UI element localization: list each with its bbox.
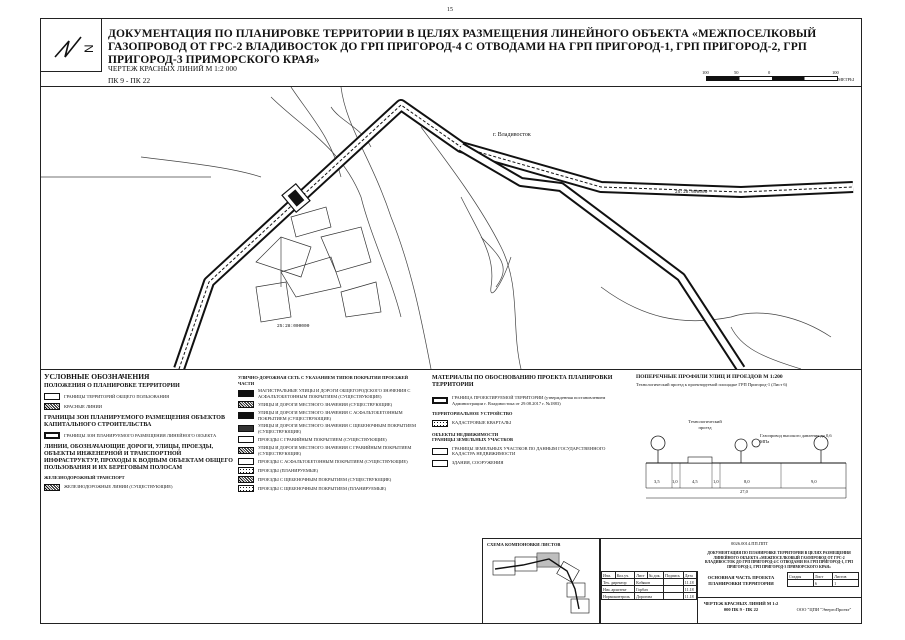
- stamp-role: Нач. архитект: [602, 586, 635, 593]
- legend-item: [238, 458, 418, 465]
- stamp-stage-val: 6: [813, 580, 832, 587]
- road-type-swatch: [238, 447, 254, 454]
- road-type-swatch: [238, 436, 254, 443]
- profile-width: 8,0: [744, 479, 750, 484]
- legend-section: ОБЪЕКТЫ НЕДВИЖИМОСТИ: [432, 431, 499, 437]
- building-swatch: [432, 460, 448, 467]
- document-title: ДОКУМЕНТАЦИЯ ПО ПЛАНИРОВКЕ ТЕРРИТОРИИ В ЦЕЛЯХ РАЗМЕЩЕНИЯ ЛИНЕЙНОГО ОБЪЕКТА «МЕЖПОСЕЛКОВЫЙ ГАЗОПРОВОД ОТ ГРС-2 ВЛАДИВОСТОК ДО ГРП ПРИГОРОД-4 С ОТВОДАМИ НА ГРП ПРИГОРОД-1, ГРП ПРИГОРОД-2, ГРП ПРИГОРОД-3 ПРИМОРСКОГО КРАЯ»: [108, 28, 817, 66]
- map-area: [40, 86, 862, 370]
- north-arrow-icon: [41, 19, 99, 69]
- zone-swatch: [44, 432, 60, 439]
- legend-item: КАДАСТРОВЫЕ КВАРТАЛЫ: [432, 420, 627, 427]
- profile-width: 4,5: [692, 479, 698, 484]
- profile-total: 27,0: [740, 489, 748, 494]
- legend-section: ТЕРРИТОРИАЛЬНОЕ УСТРОЙСТВО: [432, 411, 513, 416]
- scale-tick: 100: [832, 70, 839, 75]
- scale-unit: МЕТРЫ: [838, 77, 854, 82]
- stamp-stage-val: [788, 580, 814, 587]
- stamp-stage-table: [787, 572, 859, 587]
- legend-item-label: ПРОЕЗДЫ (ПЛАНИРУЕМЫЕ): [258, 467, 319, 473]
- parcel-label: 25:28:000000: [675, 190, 708, 195]
- stamp-col: Дата: [683, 572, 696, 579]
- stamp-doc-title: ДОКУМЕНТАЦИЯ ПО ПЛАНИРОВКЕ ТЕРРИТОРИИ В ЦЕЛЯХ РАЗМЕЩЕНИЯ ЛИНЕЙНОГО ОБЪЕКТА «МЕЖПОСЕЛКОВЫЙ ГАЗОПРОВОД ОТ ГРС-2 ВЛАДИВОСТОК ДО ГРП ПРИГОРОД-4 С ОТВОДАМИ НА ГРП ПРИГОРОД-1, ГРП ПРИГОРОД-2, ГРП ПРИГОРОД-3 ПРИМОРСКОГО КРАЯ»: [705, 551, 853, 569]
- legend-item-label: МАГИСТРАЛЬНЫЕ УЛИЦЫ И ДОРОГИ ОБЩЕГОРОДСКОГО ЗНАЧЕНИЯ С АСФАЛЬТОБЕТОННЫМ ПОКРЫТИЕМ (СУЩЕСТВУЮЩИЕ): [258, 388, 411, 399]
- stamp-sign: [664, 586, 684, 593]
- public-boundary-swatch: [44, 393, 60, 400]
- road-type-swatch: [238, 476, 254, 483]
- stamp-col: Подпись: [664, 572, 684, 579]
- legend-item-label: УЛИЦЫ И ДОРОГИ МЕСТНОГО ЗНАЧЕНИЯ (СУЩЕСТВУЮЩИЕ): [258, 401, 393, 407]
- profile-width: 1,0: [672, 479, 678, 484]
- red-lines-map: [41, 87, 861, 369]
- legend-title: УСЛОВНЫЕ ОБОЗНАЧЕНИЯ: [44, 372, 150, 381]
- legend-item: ГРАНИЦА ПРОЕКТИРУЕМОЙ ТЕРРИТОРИИ (утвержденная постановлением Администрации г. Владивостока от 29.08.2017 г. №1883): [432, 395, 627, 406]
- legend-section: ГРАНИЦЫ ЗОН ПЛАНИРУЕМОГО РАЗМЕЩЕНИЯ ОБЪЕКТОВ КАПИТАЛЬНОГО СТРОИТЕЛЬСТВА: [44, 415, 225, 428]
- railway-swatch: [44, 484, 60, 491]
- road-type-swatch: [238, 425, 254, 432]
- stamp-person: Дорогова: [635, 593, 664, 600]
- legend-item: КРАСНЫЕ ЛИНИИ: [44, 403, 234, 410]
- stamp-person: Кобяков: [635, 579, 664, 586]
- city-label: г. Владивосток: [493, 132, 531, 138]
- page-number: 15: [447, 7, 453, 13]
- stamp-stage-hdr: Стадия: [788, 573, 814, 580]
- stamp-role: Нормоконтроль: [602, 593, 635, 600]
- stamp-date: 11.18: [683, 579, 696, 586]
- stamp-sign: [664, 579, 684, 586]
- legend-item: ЗДАНИЯ, СООРУЖЕНИЯ: [432, 460, 627, 467]
- legend-item: [238, 401, 418, 408]
- profile-width: 3,5: [654, 479, 660, 484]
- profile-drawing: [636, 403, 856, 513]
- stamp-code: 0026.0014.ПП.ППТ: [731, 541, 769, 546]
- stamp-col: Изм.: [602, 572, 616, 579]
- stamp-stage-hdr: Листов: [833, 573, 859, 580]
- stamp-date: 11.18: [683, 586, 696, 593]
- legend-item-label: ПРОЕЗДЫ С АСФАЛЬТОБЕТОННЫМ ПОКРЫТИЕМ (СУЩЕСТВУЮЩИЕ): [258, 458, 408, 464]
- legend-section: ЖЕЛЕЗНОДОРОЖНЫЙ ТРАНСПОРТ: [44, 475, 125, 480]
- parcel-label: 25:28:000000: [277, 324, 310, 329]
- stamp-col: № док.: [647, 572, 663, 579]
- legend-section: ЛИНИИ, ОБОЗНАЧАЮЩИЕ ДОРОГИ, УЛИЦЫ, ПРОЕЗДЫ, ОБЪЕКТЫ ИНЖЕНЕРНОЙ И ТРАНСПОРТНОЙ ИНФРАСТРУКТУР, ПРОХОДЫ К ВОДНЫМ ОБЪЕКТАМ ОБЩЕГО ПОЛЬЗОВАНИЯ И ИХ БЕРЕГОВЫМ ПОЛОСАМ: [44, 444, 233, 471]
- stamp-sign: [664, 593, 684, 600]
- legend-item-label: УЛИЦЫ И ДОРОГИ МЕСТНОГО ЗНАЧЕНИЯ С АСФАЛЬТОБЕТОННЫМ ПОКРЫТИЕМ (СУЩЕСТВУЮЩИЕ): [258, 410, 403, 421]
- legend-title: УЛИЧНО-ДОРОЖНАЯ СЕТЬ С УКАЗАНИЕМ ТИПОВ ПОКРЫТИЯ ПРОЕЗЖЕЙ ЧАСТИ: [238, 375, 409, 386]
- legend-item-label: ПРОЕЗДЫ С ЩЕБЕНОЧНЫМ ПОКРЫТИЕМ (СУЩЕСТВУЮЩИЕ): [258, 476, 392, 482]
- profile-width: 1,0: [713, 479, 719, 484]
- legend-col2: [238, 375, 418, 492]
- north-arrow-box: [40, 18, 102, 72]
- land-plot-swatch: [432, 448, 448, 455]
- legend-item-label: УЛИЦЫ И ДОРОГИ МЕСТНОГО ЗНАЧЕНИЯ С ГРАВИЙНЫМ ПОКРЫТИЕМ (СУЩЕСТВУЮЩИЕ): [258, 445, 412, 456]
- legend-item: [238, 423, 418, 434]
- red-line-swatch: [44, 403, 60, 410]
- legend-item: ГРАНИЦЫ ТЕРРИТОРИЙ ОБЩЕГО ПОЛЬЗОВАНИЯ: [44, 393, 234, 400]
- scale-bar: [702, 70, 854, 84]
- legend-col3: [432, 375, 627, 467]
- scale-tick: 50: [734, 70, 739, 75]
- stamp-org: ООО "ЦПИ "ЭнергоПроект": [796, 607, 852, 612]
- legend-item: ГРАНИЦЫ ЗЕМЕЛЬНЫХ УЧАСТКОВ ПО ДАННЫМ ГОСУДАРСТВЕННОГО КАДАСТРА НЕДВИЖИМОСТИ: [432, 446, 627, 457]
- scale-tick: 0: [768, 70, 771, 75]
- stamp-col: Лист: [635, 572, 648, 579]
- cadastral-swatch: [432, 420, 448, 427]
- inset-scheme: [483, 539, 599, 623]
- svg-text:N: N: [82, 44, 96, 53]
- road-type-swatch: [238, 485, 254, 492]
- stamp-date: 11.18: [683, 593, 696, 600]
- road-type-swatch: [238, 412, 254, 419]
- road-type-swatch: [238, 390, 254, 397]
- profile-label-road: Технологический проезд: [688, 419, 722, 430]
- stamp-drawing-name: ЧЕРТЕЖ КРАСНЫХ ЛИНИЙ М 1:2 000 ПК 9 - ПК 22: [703, 601, 779, 612]
- legend-title: МАТЕРИАЛЫ ПО ОБОСНОВАНИЮ ПРОЕКТА ПЛАНИРОВКИ ТЕРРИТОРИИ: [432, 375, 613, 388]
- legend-item: [238, 436, 418, 443]
- legend-section: ПОЛОЖЕНИЯ О ПЛАНИРОВКЕ ТЕРРИТОРИИ: [44, 383, 180, 389]
- legend-col1: [44, 372, 234, 491]
- cross-profile: [636, 375, 856, 515]
- stamp-col: Кол.уч.: [615, 572, 634, 579]
- drawing-subtitle: ЧЕРТЕЖ КРАСНЫХ ЛИНИЙ М 1:2 000: [108, 64, 237, 73]
- profile-label-gas: Газопровод высокого давления до 0,6 МПа: [760, 433, 832, 444]
- legend-item: [238, 410, 418, 421]
- legend-item: [238, 388, 418, 399]
- stamp-role: Тех. директор: [602, 579, 635, 586]
- road-type-swatch: [238, 467, 254, 474]
- project-boundary-swatch: [432, 397, 448, 404]
- profile-subtitle: Технологический проезд к проектируемой площадке ГРП Пригород-1 (Лист 6): [636, 381, 788, 387]
- pk-range: ПК 9 - ПК 22: [108, 76, 151, 85]
- stamp-stage-val: 1: [833, 580, 859, 587]
- profile-width: 9,0: [811, 479, 817, 484]
- legend-item: ГРАНИЦЫ ЗОН ПЛАНИРУЕМОГО РАЗМЕЩЕНИЯ ЛИНЕЙНОГО ОБЪЕКТА: [44, 432, 234, 439]
- legend-item: ЖЕЛЕЗНОДОРОЖНЫЕ ЛИНИИ (СУЩЕСТВУЮЩИЕ): [44, 484, 234, 491]
- legend-item-label: УЛИЦЫ И ДОРОГИ МЕСТНОГО ЗНАЧЕНИЯ С ЩЕБЕНОЧНЫМ ПОКРЫТИЕМ (СУЩЕСТВУЮЩИЕ): [258, 423, 417, 434]
- stamp-person: Горбач: [635, 586, 664, 593]
- sheet-layout-inset: [482, 538, 600, 624]
- profile-title: ПОПЕРЕЧНЫЕ ПРОФИЛИ УЛИЦ И ПРОЕЗДОВ М 1:200: [636, 374, 783, 380]
- scale-tick: 100: [702, 70, 709, 75]
- legend-item-label: ПРОЕЗДЫ С ЩЕБЕНОЧНЫМ ПОКРЫТИЕМ (ПЛАНИРУЕМЫЕ): [258, 485, 387, 491]
- legend-item: [238, 467, 418, 474]
- stamp-main-part: ОСНОВНАЯ ЧАСТЬ ПРОЕКТА ПЛАНИРОВКИ ТЕРРИТОРИИ: [707, 575, 775, 586]
- legend-item: [238, 445, 418, 456]
- road-type-swatch: [238, 401, 254, 408]
- legend-item: [238, 476, 418, 483]
- legend-item: [238, 485, 418, 492]
- legend-section: ГРАНИЦЫ ЗЕМЕЛЬНЫХ УЧАСТКОВ: [432, 437, 514, 442]
- stamp-table: [601, 571, 697, 600]
- road-type-swatch: [238, 458, 254, 465]
- stamp-stage-hdr: Лист: [813, 573, 832, 580]
- inset-title: СХЕМА КОМПОНОВКИ ЛИСТОВ: [487, 542, 561, 547]
- legend-item-label: ПРОЕЗДЫ С ГРАВИЙНЫМ ПОКРЫТИЕМ (СУЩЕСТВУЮЩИЕ): [258, 436, 387, 442]
- title-block: [600, 538, 862, 624]
